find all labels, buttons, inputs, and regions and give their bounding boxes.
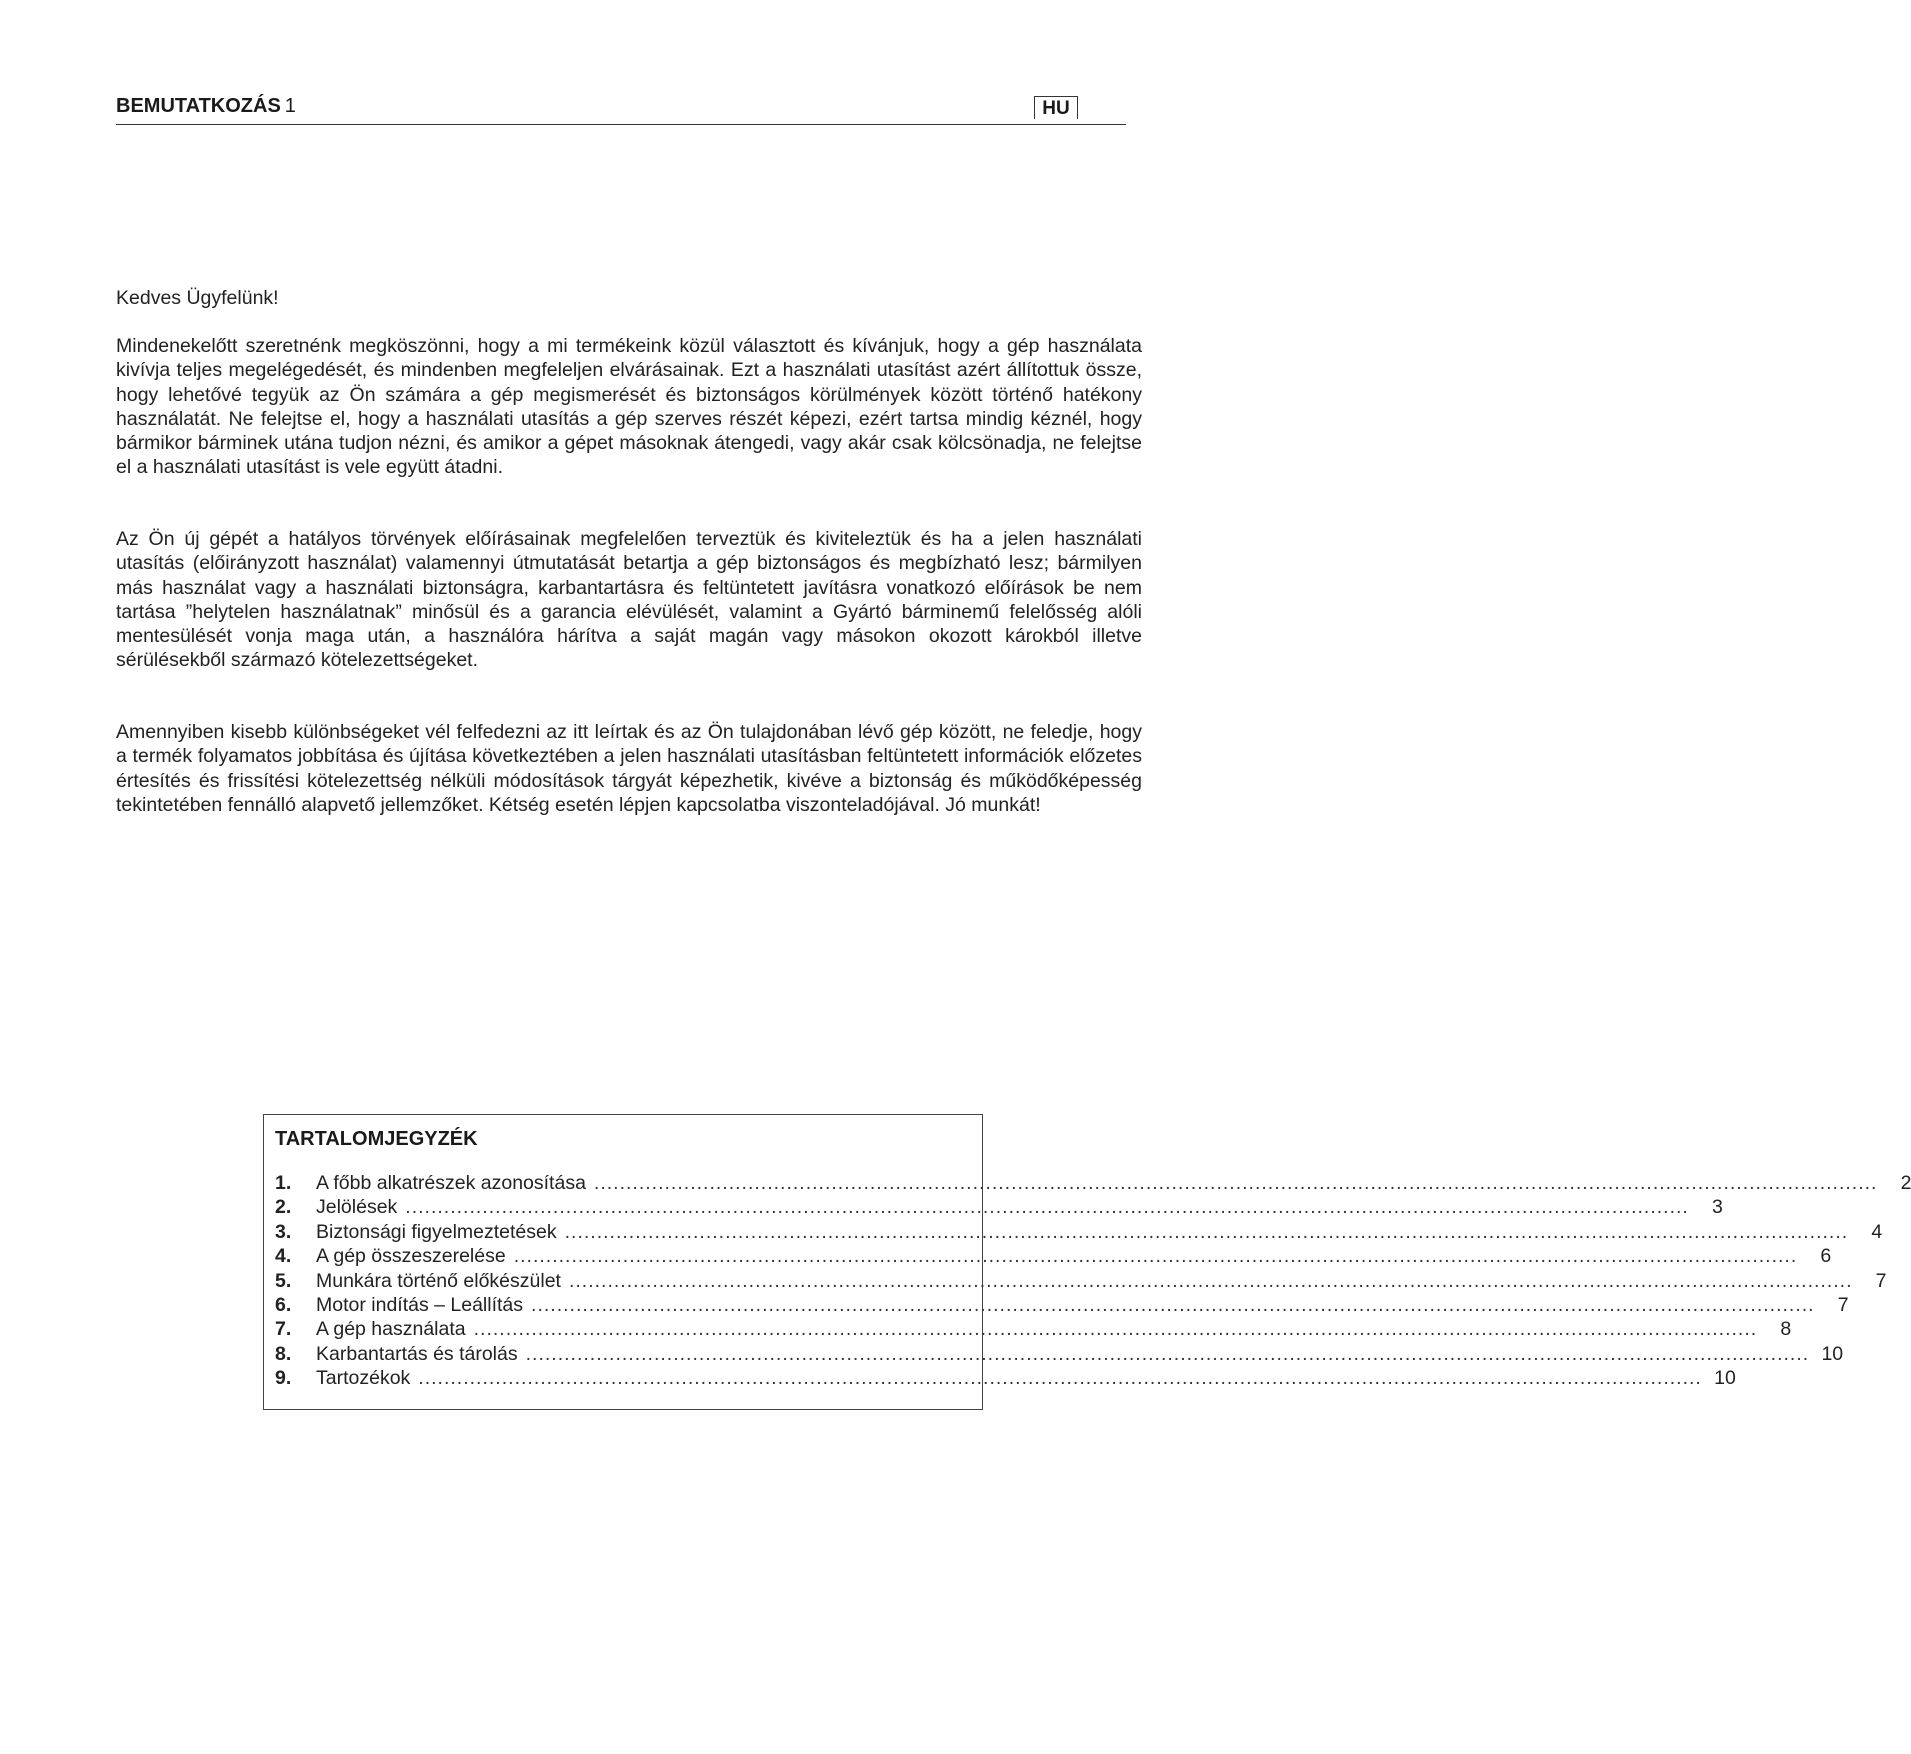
toc-item-page: 10 [1714, 1367, 1736, 1390]
toc-item-label: Munkára történő előkészület [316, 1269, 561, 1292]
toc-item [275, 1195, 1723, 1219]
toc-leader-dots: ........................................................................................................................................................................................................ [593, 1172, 1878, 1194]
intro-paragraph-3: Amennyiben kisebb különbségeket vél felfedezni az itt leírtak és az Ön tulajdonában lévő gép között, ne feledje, hogy a termék folyamatos jobbítása és újítása következtében a jelen használati utasításban feltüntetett információk előzetes értesítés és frissítési kötelezettség nélküli módosítások tárgyát képezhetik, kivéve a biztonság és működőképesség tekintetében fennálló alapvető jellemzőket. Kétség esetén lépjen kapcsolatba viszonteladójával. Jó munkát! [116, 721, 1142, 816]
greeting: Kedves Ügyfelünk! [116, 287, 279, 309]
intro-paragraph-1: Mindenekelőtt szeretnénk megköszönni, hogy a mi termékeink közül választott és kívánjuk, hogy a gép használata kivívja teljes megelégedését, és mindenben megfeleljen elvárásainak. Ezt a használati utasítást azért állítottuk össze, hogy lehetővé tegyük az Ön számára a gép megismerését és biztonságos körülmények között történő hatékony használatát. Ne felejtse el, hogy a használati utasítás a gép szerves részét képezi, ezért tartsa mindig kéznél, hogy bármikor bárminek utána tudjon nézni, és amikor a gépet másoknak átengedi, vagy akár csak kölcsönadja, ne felejtse el a használati utasítást is vele együtt átadni. [116, 335, 1142, 479]
toc-item-label: Jelölések [316, 1196, 398, 1219]
toc-item-label: Motor indítás – Leállítás [316, 1293, 524, 1316]
toc-item-number: 8. [275, 1342, 292, 1365]
toc-leader-dots: ........................................................................................................................................................................................................ [525, 1342, 1810, 1365]
toc-item [275, 1342, 1844, 1366]
language-badge: HU [1034, 96, 1078, 119]
toc-item-label: A gép összeszerelése [316, 1245, 506, 1268]
toc-item-page: 10 [1821, 1342, 1844, 1365]
section-title [116, 94, 296, 118]
toc-item-number: 1. [275, 1172, 292, 1194]
toc-item-number: 9. [275, 1367, 292, 1390]
toc-item [275, 1269, 1887, 1293]
toc-item-number: 2. [275, 1196, 292, 1219]
toc-leader-dots: ........................................................................................................................................................................................................ [418, 1367, 1702, 1390]
toc-item-number: 5. [275, 1269, 292, 1292]
toc-leader-dots: ........................................................................................................................................................................................................ [405, 1196, 1689, 1219]
toc-item-label: Biztonsági figyelmeztetések [316, 1220, 557, 1243]
toc-leader-dots: ........................................................................................................................................................................................................ [568, 1269, 1853, 1292]
toc-item-page: 8 [1780, 1318, 1792, 1341]
toc-item [275, 1293, 1849, 1317]
toc-list [275, 1171, 1911, 1391]
toc-item [275, 1366, 1736, 1390]
toc-item-number: 3. [275, 1220, 292, 1243]
toc-item-number: 4. [275, 1245, 292, 1268]
toc-item-label: Tartozékok [316, 1367, 411, 1390]
intro-paragraph-2: Az Ön új gépét a hatályos törvények előírásainak megfelelően terveztük és kiviteleztük és ha a jelen használati utasítás (előirányzott használat) valamennyi útmutatását betartja a gép biztonságos és megbízható lesz; bármilyen más használat vagy a használati biztonságra, karbantartásra és feltüntetett javításra vonatkozó előírások be nem tartása ”helytelen használatnak” minősül és a garancia elévülését, valamint a Gyártó bárminemű felelősség alóli mentesülését vonja maga után, a használóra hárítva a saját magán vagy másokon okozott károkból illetve sérülésekből származó kötelezettségeket. [116, 528, 1142, 672]
toc-item-page: 7 [1875, 1269, 1887, 1292]
toc-item-number: 7. [275, 1318, 292, 1341]
toc-item [275, 1317, 1792, 1341]
table-of-contents [263, 1114, 1911, 1410]
toc-leader-dots: ........................................................................................................................................................................................................ [473, 1318, 1758, 1341]
toc-item-page: 2 [1900, 1172, 1911, 1194]
section-number: 1 [284, 95, 296, 117]
toc-item-page: 3 [1711, 1196, 1723, 1219]
toc-item-label: A főbb alkatrészek azonosítása [316, 1172, 586, 1194]
toc-leader-dots: ........................................................................................................................................................................................................ [531, 1293, 1815, 1316]
toc-item-number: 6. [275, 1293, 292, 1316]
section-title-text: BEMUTATKOZÁS [116, 95, 281, 117]
toc-leader-dots: ........................................................................................................................................................................................................ [564, 1220, 1849, 1243]
toc-leader-dots: ........................................................................................................................................................................................................ [513, 1245, 1798, 1268]
page-header [116, 94, 1126, 125]
toc-item-label: Karbantartás és tárolás [316, 1342, 518, 1365]
toc-item-page: 7 [1837, 1293, 1849, 1316]
toc-item [275, 1171, 1911, 1195]
toc-item-page: 6 [1820, 1245, 1832, 1268]
toc-item-label: A gép használata [316, 1318, 466, 1341]
toc-item-page: 4 [1871, 1220, 1883, 1243]
toc-item [275, 1244, 1832, 1268]
toc-item [275, 1220, 1883, 1244]
toc-title: TARTALOMJEGYZÉK [275, 1128, 478, 1150]
